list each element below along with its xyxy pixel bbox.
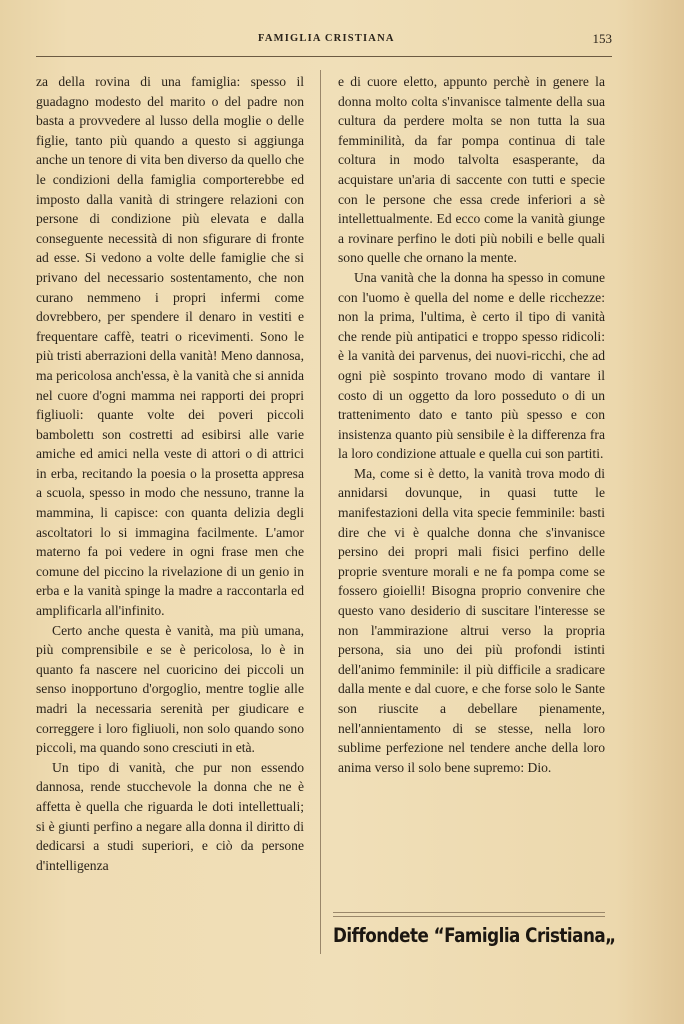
paragraph: e di cuore eletto, appunto perchè in genere la donna molto colta s'invanisce talmente della sua cultura da perdere molta se non tutta la sua femminilità, da far pompa continua di tale coltura in modo talvolta esasperante, da acquistare un'aria di saccente con tutti e specie con le persone che essa crede inferiori a sè intellettualmente. Ed ecco come la vanità giunge a rovinare perfino le doti più nobili e belle quali sono quelle che ornano la mente. [338,74,605,266]
paragraph: Ma, come si è detto, la vanità trova modo di annidarsi dovunque, in quasi tutte le manifestazioni della vita specie femminile: basti dire che vi è qualche donna che s'invanisce persino dei propri mali fisici perfino delle proprie sventure morali e ne fa pompa come se fossero gioielli! Bisogna proprio convenire che questo vano desiderio di suscitare l'interesse se non l'ammirazione altrui verso la propria persona, sia uno dei più profondi istinti dell'animo femminile: il più difficile a sradicare dalla mente e dal cuore, e che forse solo le Sante son riuscite a debellare pienamente, nell'annientamento di se stesse, nella loro sublime perfezione nel tendere anche della loro anima verso il solo bene supremo: Dio. [338,465,605,775]
page-number: 153 [592,31,612,46]
paragraph: Una vanità che la donna ha spesso in comune con l'uomo è quella del nome e delle ricchezze: non la prima, l'ultima, è certo il tipo di vanità che rende più antipatici e troppo spesso ridicoli: è la vanità dei parvenus, dei nuovi-ricchi, che ad ogni piè sospinto trovano modo di vantare il costo di un oggetto da loro posseduto o di un trattenimento dato e tanto più spesso e con insistenza quanto più sensibile è la differenza fra la loro condizione attuale e quella cui son partiti. [338,269,605,462]
paragraph: za della rovina di una famiglia: spesso il guadagno modesto del marito o del padre non basta a provvedere al lusso della moglie o delle figlie, tanto più quando a questo si aggiunga anche un tenore di vita ben diverso da quello che le condizioni della famiglia comporterebbe ed imposto dalla vanità di stringere relazioni con persone di condizione più elevata e dalla conseguente necessità di non sfigurare di fronte ad esse. Si vedono a volte delle famiglie che si privano del necessario sostentamento, che non curano nemmeno i propri infermi come dovrebbero, per spendere il denaro in vestiti e frequentare caffè, teatri o ricevimenti. Sono le più tristi aberrazioni della vanità! Meno dannosa, ma pericolosa anch'essa, è la vanità che si annida nel cuore d'ogni mamma nei rapporti dei propri figliuoli: quante volte dei poveri piccoli bambolettı son costretti ad esibirsi alle varie amiche ed amici nella veste di attori o di attrici in erba, recitando la poesia o la prosetta appresa a scuola, spesso in modo che nessuno, tranne la mammina, li capisce: con quanta delizia degli ascoltatori lo si immagina facilmente. L'amor materno fa poi vedere in ogni frase men che comune del piccino la rivelazione di un genio in erba e la vanità spinge la madre a raccontarla ed amplificarla all'infinito. [36,74,304,619]
running-header [36,33,612,51]
promo-rule [333,912,605,913]
promo-rule [333,916,605,917]
paragraph: Un tipo di vanità, che pur non essendo dannosa, rende stucchevole la donna che ne è affetta è quella che riguarda le doti intellettuali; si è giunti perfino a negare alla donna il diritto di dedicarsi a studi superiori, e ciò da persone d'intelligenza [36,759,304,873]
promo-slogan: Diffondete “Famiglia Cristiana„ [333,924,616,947]
column-divider [320,70,321,954]
paragraph: Certo anche questa è vanità, ma più umana, più comprensibile e se è pericolosa, lo è in quanto fa nascere nel cuoricino dei piccoli un senso inopportuno d'orgoglio, mentre toglie alle madri la necessaria serenità per giudicare e correggere i loro figliuoli, non solo quando sono piccoli, ma quando sono cresciuti in età. [36,622,304,756]
magazine-title: FAMIGLIA CRISTIANA [258,33,395,44]
right-column [338,72,605,777]
left-column [36,72,304,875]
header-rule [36,56,612,57]
